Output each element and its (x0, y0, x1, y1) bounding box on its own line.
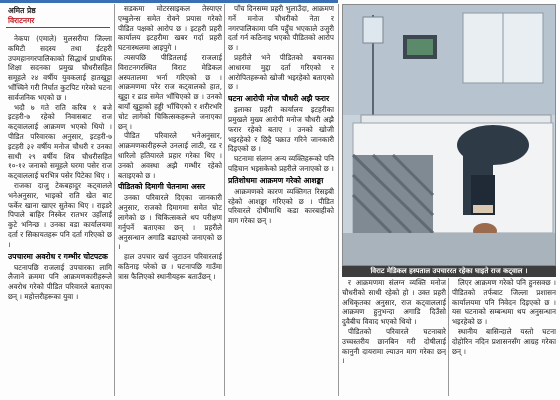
top-rule (0, 0, 338, 3)
column-divider (448, 278, 449, 396)
article-column-2 (118, 4, 222, 396)
subheading: घटना आरोपी मोज चौधरी अझै फरार (228, 94, 330, 104)
subheading: प्रतिशोधमा आक्रमण गरेको आशङ्का (228, 175, 324, 185)
article-column-3 (228, 4, 334, 396)
byline-divider (6, 27, 110, 28)
paragraph: घटनामा संलग्न अन्य व्यक्तिहरूको पनि पहिचान भइसकेको प्रहरीले जनाएको छ । (228, 154, 334, 173)
paragraph: र आक्रमणमा संलग्न व्यक्ति मनोज चौधरीको साथी रहेको हो । उक्त प्रहरी अधिकृतका अनुसार, राज कट्वाललाई आक्रमण हुनुभन्दा अगाडि दिउँसो दुवैबीच विवाद भएको थियो । (342, 278, 446, 327)
column-divider (114, 4, 115, 396)
paragraph: हाल उपचार खर्च जुटाउन परिवारलाई कठिनाइ परेको छ । घटनापछि गाउँमा त्रास फैलिएको स्थानीयहरू बताउँछन् । (118, 252, 222, 281)
byline: अमित प्रेष्ठ (8, 6, 36, 15)
paragraph: घटनापछि राजलाई उपचारका लागि लैजाने क्रममा पनि आक्रमणकारीहरूले अवरोध गरेको पीडित परिवारले बताएका छन् । महोत्तरीहरूका युवा । (8, 262, 112, 301)
paragraph: नेकपा (एमाले) मुलसरीया जिल्ला कमिटी सदस्य तथा ईटहरी उपमहानगरपालिकाको सिद्धार्थ प्राथमिक शिक्षा सदनका प्रमुख चौधरीसहित समूहले २४ वर्षीय युवकलाई हातखुट्टा भाँच्चिने गरी निर्घात कुटपिट गरेको घटना सार्वजनिक भएको छ । (8, 34, 112, 102)
paragraph: त्यसपछि पीडितलाई राजलाई विराटनगरस्थित विराट मेडिकल अस्पतालमा भर्ना गरिएको छ । आक्रमणमा परेर राज कट्वालको हात, खुट्टा र ढाड समेत भाँचिएको छ । उनको बायाँ खुट्टाको हड्डी भाँचिएको र शरीरभरि चोट लागेको चिकित्सकहरूले जनाएका छन् । (118, 52, 222, 131)
subheading: पीडितको दिमागी चेतनामा असर (118, 182, 205, 192)
paragraph: पीडित परिवारले भनेअनुसार, आक्रमणकारीहरूले उनलाई लाठी, रड र धारिलो हतियारले प्रहार गरेका थिए । उनको अवस्था अझै गम्भीर रहेको बताइएको छ । (118, 131, 222, 180)
article-column-4 (342, 278, 446, 396)
paragraph: प्रहरीले भने पीडितको बयानका आधारमा मुद्दा दर्ता गरिएको र आरोपितहरूको खोजी भइरहेको बताएको छ । (228, 52, 334, 92)
dateline: विराटनगर (8, 16, 35, 25)
paragraph: उनका परिवारले दिएका जानकारी अनुसार, राजको दिमागमा समेत चोट लागेको छ । चिकित्सकले थप परीक्षण गर्नुपर्ने बताएका छन् । प्रहरीले अनुसन्धान अगाडि बढाएको जनाएको छ । (118, 193, 222, 252)
paragraph: पाँच दिनसम्म प्रहरी भुलाउँदा, आक्रमण गर्ने मनोज चौधरीको नेता र नगरपालिकामा पनि पहुँच भएकाले उजुरी दर्ता गर्न कठिनाइ भएको पीडितको आरोप छ । (228, 4, 334, 53)
photo-caption: विराट मेडिकल हस्पताल उपचाररत रहेका घाइते राज कट्वाल । (342, 266, 556, 277)
paragraph: भदौ ७ गते राति करिब १ बजे इटहरी-७ रहेको निवासबाट राज कट्वाललाई आक्रमण भएको थियो । पीडित परिवारका अनुसार, इटहरी-७ इटहरी ३२ वर्षीय मनोज चौधरी र उनका साथी २९ वर्षीय शिव चौधरीसहित १०-१२ जनाको समूहले घरमा पसेर राज कट्वाललाई घरभित्र पसेर पिटेका थिए । (8, 102, 112, 181)
article-column-1 (8, 34, 112, 396)
paragraph: लिएर आक्रमण गरेको पनि हुनसक्छ । पीडितको तर्फबाट जिल्ला प्रशासन कार्यालयमा पनि निवेदन दिइएको छ । यस घटनाको सम्बन्धमा थप अनुसन्धान भइरहेको छ । (452, 278, 556, 327)
column-divider (224, 4, 225, 396)
hospital-bed-illustration (343, 5, 556, 266)
paragraph: राजका दाजु टेकबहादुर कट्वालले भनेअनुसार, भाइको राति खेत बाट फर्केर खाना खाएर सुतेका थिए । राइडरे पिपाले बाहिर निस्केर रातभर उहाँलाई कुटे भनिन्छ । उनका वडा कार्यालयमा दर्ता र सिकायतहरू पनि दर्ता गरिएको छ । (8, 180, 112, 249)
paragraph: पीडितको परिवारले घटनाबारे उच्चस्तरीय छानबिन गरी दोषीलाई कानुनी दायरामा ल्याउन माग गरेका छन् । (342, 326, 446, 366)
paragraph: इलाका प्रहरी कार्यालय इटहरीका प्रमुखले मुख्य आरोपी मनोज चौधरी अझै फरार रहेको बताए । उनको खोजी भइरहेको र छिट्टै पक्राउ गरिने जानकारी दिइएको छ । (228, 105, 334, 154)
subheading: उपचारमा अवरोध र गम्भीर चोटपटक (8, 251, 108, 261)
paragraph: सडकमा मोटरसाइकल तेस्याएर एम्बुलेन्स समेत रोक्ने प्रयास गरेको पीडित पक्षको आरोप छ । इटहरी प्रहरी कार्यालय इटहरीमा खबर गर्दा प्रहरी घटनास्थलमा आइपुगे । (118, 4, 222, 53)
paragraph: स्थानीय बासिन्दाले यस्तो घटना दोहोरिन नदिन प्रशासनसँग आग्रह गरेका छन् । (452, 326, 556, 356)
article-column-5 (452, 278, 556, 396)
hospital-photo (342, 4, 556, 266)
column-divider (338, 4, 339, 396)
paragraph: आक्रमणको कारण व्यक्तिगत रिसइबी रहेको आशङ्का गरिएको छ । पीडित परिवारले दोषीमाथि कडा कारबाहीको माग गरेका छन् । (228, 186, 334, 226)
